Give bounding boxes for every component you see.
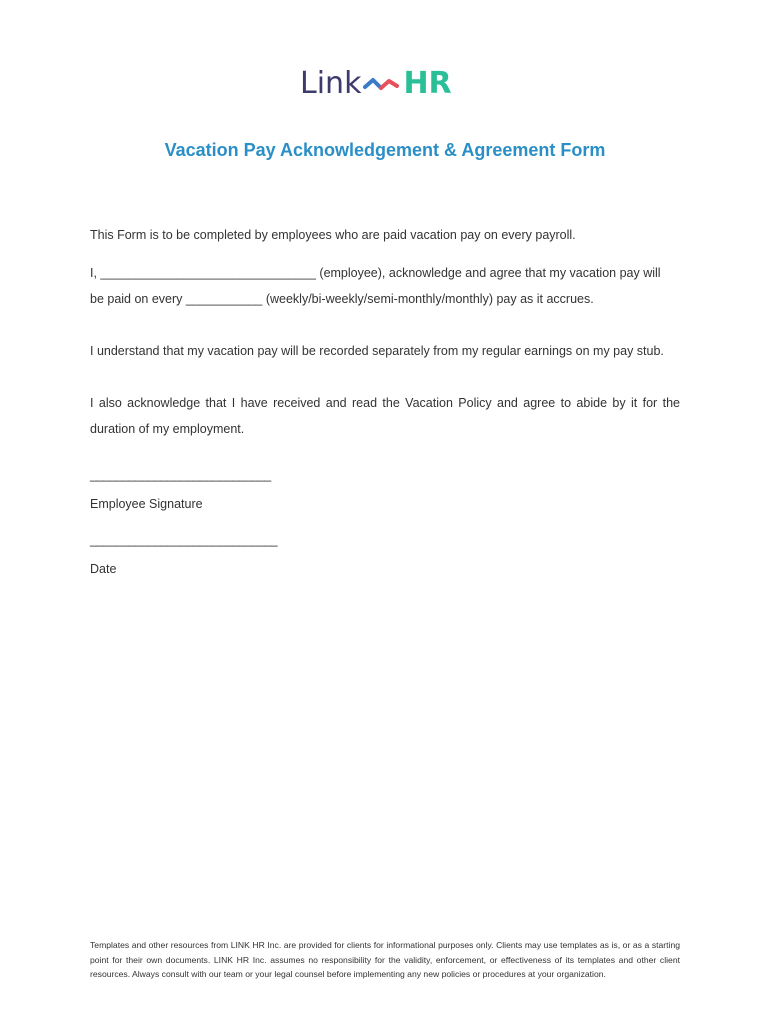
- disclaimer-footer: Templates and other resources from LINK HR Inc. are provided for clients for informational purposes only. Clients may use templates as is, or as a starting point for their own documents. LINK HR Inc. assumes no responsibility for the validity, enforcement, or effectiveness of its templates and other client resources. Always consult with our team or your legal counsel before implementing any new policies or procedures at your organization.: [90, 940, 680, 979]
- acknowledge-line-2: be paid on every ___________ (weekly/bi-weekly/semi-monthly/monthly) pay as it accrues.: [90, 292, 594, 306]
- link-hr-logo: [300, 64, 472, 104]
- acknowledge-line-1: I, _______________________________ (employee), acknowledge and agree that my vacation pay will: [90, 266, 661, 280]
- intro-paragraph: This Form is to be completed by employees who are paid vacation pay on every payroll.: [90, 228, 576, 242]
- date-label: Date: [90, 562, 117, 576]
- signature-line: ____________________________: [90, 468, 271, 482]
- logo-wave-icon: [362, 70, 402, 98]
- form-title: Vacation Pay Acknowledgement & Agreement Form: [164, 140, 606, 160]
- logo-hr-text: HR: [403, 66, 452, 101]
- signature-label: Employee Signature: [90, 497, 203, 511]
- logo-link-text: Link: [300, 66, 362, 101]
- recorded-paragraph: I understand that my vacation pay will be recorded separately from my regular earnings on my pay stub.: [90, 344, 664, 358]
- date-line: _____________________________: [90, 533, 278, 547]
- policy-paragraph: I also acknowledge that I have received and read the Vacation Policy and agree to abide by it for the duration of my employment.: [90, 396, 680, 436]
